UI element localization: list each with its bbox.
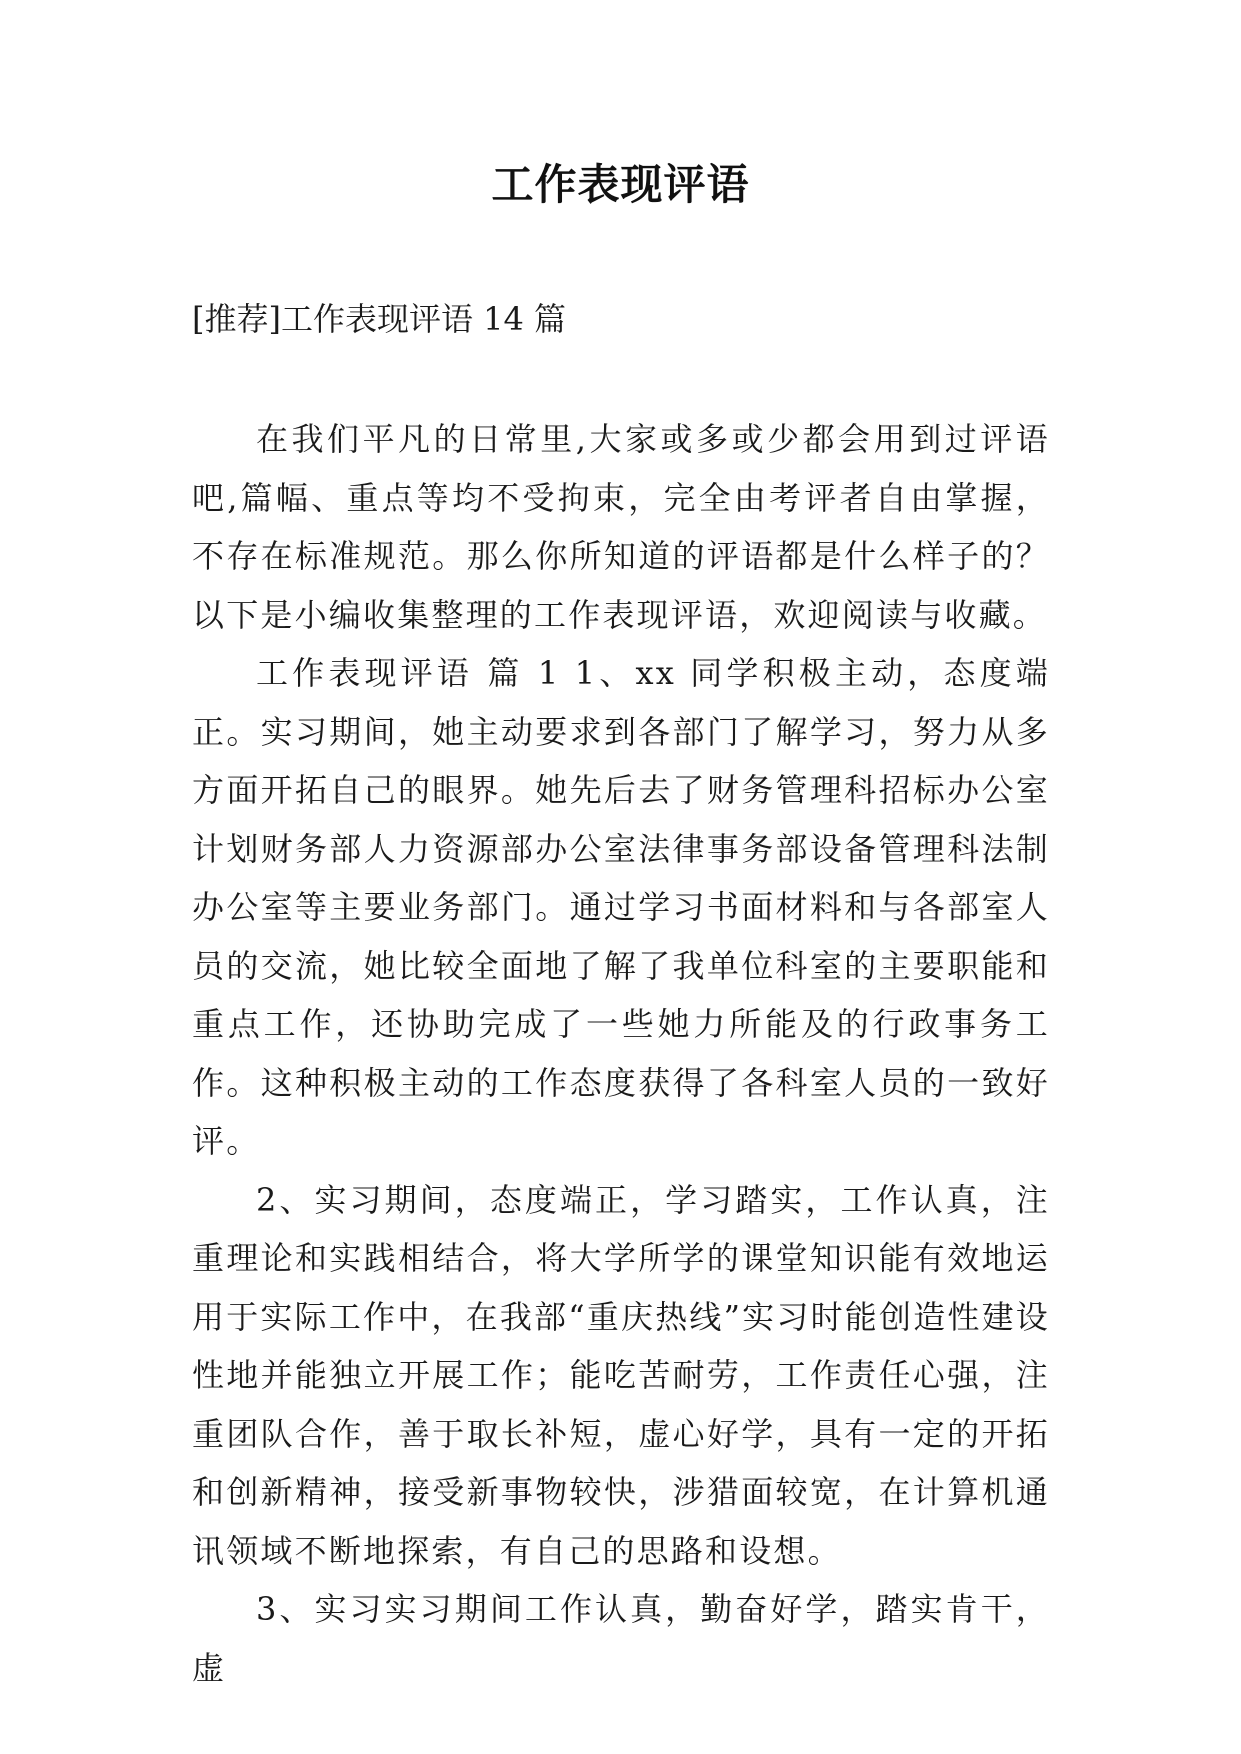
- paragraph-intro: 在我们平凡的日常里,大家或多或少都会用到过评语吧,篇幅、重点等均不受拘束，完全由考评者自由掌握，不存在标准规范。那么你所知道的评语都是什么样子的？以下是小编收集整理的工作表现评语，欢迎阅读与收藏。: [192, 420, 1050, 634]
- paragraph-3: 3、实习实习期间工作认真，勤奋好学，踏实肯干，虚: [192, 1590, 1050, 1687]
- paragraph-2: 2、实习期间，态度端正，学习踏实，工作认真，注重理论和实践相结合，将大学所学的课堂知识能有效地运用于实际工作中，在我部“重庆热线”实习时能创造性建设性地并能独立开展工作；能吃苦耐劳，工作责任心强，注重团队合作，善于取长补短，虚心好学，具有一定的开拓和创新精神，接受新事物较快，涉猎面较宽，在计算机通讯领域不断地探索，有自己的思路和设想。: [192, 1180, 1050, 1570]
- document-body: [192, 410, 1050, 1697]
- paragraph-1: 工作表现评语 篇 1 1、xx 同学积极主动，态度端正。实习期间，她主动要求到各部门了解学习，努力从多方面开拓自己的眼界。她先后去了财务管理科招标办公室计划财务部人力资源部办公室法律事务部设备管理科法制办公室等主要业务部门。通过学习书面材料和与各部室人员的交流，她比较全面地了解了我单位科室的主要职能和重点工作，还协助完成了一些她力所能及的行政事务工作。这种积极主动的工作态度获得了各科室人员的一致好评。: [192, 654, 1050, 1160]
- document-subtitle: [推荐]工作表现评语 14 篇: [192, 300, 567, 338]
- document-title: 工作表现评语: [491, 160, 750, 209]
